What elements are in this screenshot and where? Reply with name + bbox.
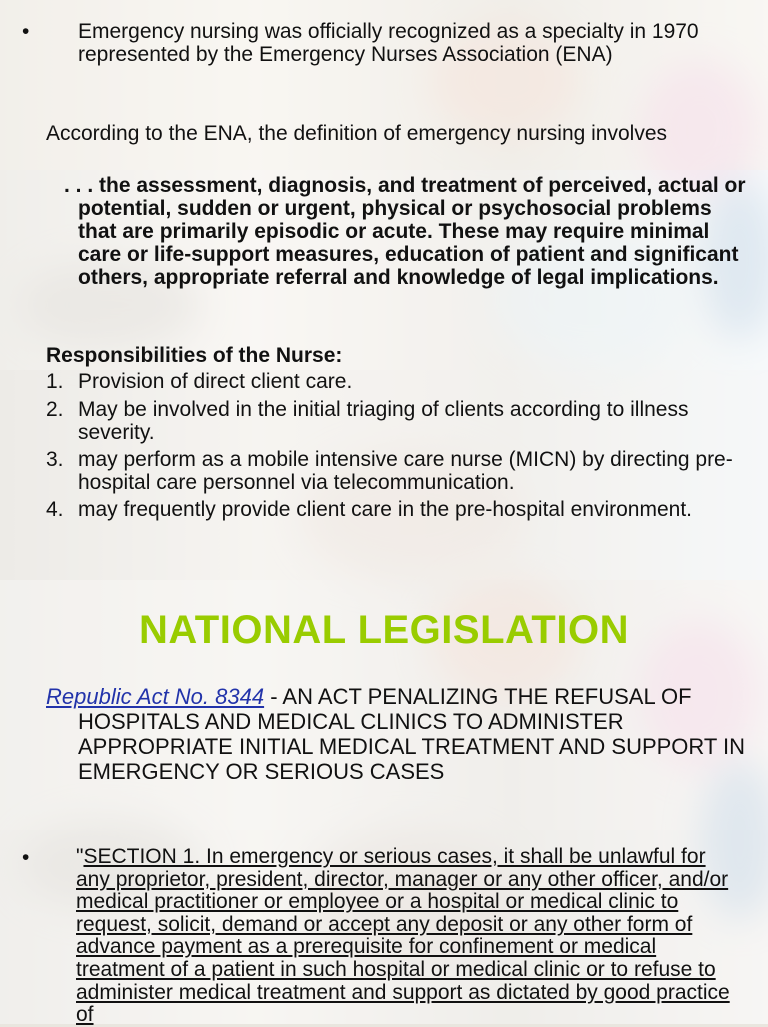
definition-lead: According to the ENA, the definition of emergency nursing involves — [46, 122, 668, 145]
act-paragraph — [46, 684, 758, 784]
slide-heading: NATIONAL LEGISLATION — [139, 608, 629, 652]
bullet-marker: • — [22, 846, 30, 869]
quote-mark: " — [76, 845, 84, 868]
item-number: 4. — [46, 498, 64, 521]
item-number: 3. — [46, 448, 64, 471]
responsibility-item — [46, 398, 736, 444]
item-text: May be involved in the initial triaging of clients according to illness severity. — [78, 398, 689, 444]
item-number: 1. — [46, 370, 64, 393]
item-text: may frequently provide client care in the pre-hospital environment. — [78, 498, 692, 521]
bullet-marker: • — [22, 20, 30, 43]
responsibilities-title: Responsibilities of the Nurse: — [46, 344, 343, 367]
item-text: may perform as a mobile intensive care nurse (MICN) by directing pre-hospital care personnel via telecommunication. — [78, 448, 733, 494]
slide-national-legislation — [0, 580, 768, 1027]
responsibility-item — [46, 498, 736, 521]
responsibility-item — [46, 370, 736, 393]
republic-act-link[interactable]: Republic Act No. 8344 — [46, 684, 265, 709]
section-text: SECTION 1. In emergency or serious cases, it shall be unlawful for any proprietor, president, director, manager or any other officer, and/or medical practitioner or employee or a hospital or medical clinic to request, solicit, demand or accept any deposit or any other form of advance payment as a prerequisite for confinement or medical treatment of a patient in such hospital or medical clinic or to refuse to administer medical treatment and support as dictated by good practice of — [76, 845, 730, 1027]
intro-bullet-text: Emergency nursing was officially recognized as a specialty in 1970 represented by the Emergency Nurses Association (ENA) — [78, 20, 699, 66]
section-paragraph — [76, 846, 736, 1027]
item-number: 2. — [46, 398, 64, 421]
responsibility-item — [46, 448, 736, 494]
definition-quote: . . . the assessment, diagnosis, and treatment of perceived, actual or potential, sudden or urgent, physical or psychosocial problems that are primarily episodic or acute. These may require minimal care or life-support measures, education of patient and significant others, appropriate referral and knowledge of legal implications. — [64, 174, 746, 289]
item-text: Provision of direct client care. — [78, 370, 353, 393]
act-title: - AN ACT PENALIZING THE REFUSAL OF HOSPITALS AND MEDICAL CLINICS TO ADMINISTER APPROPRIATE INITIAL MEDICAL TREATMENT AND SUPPORT IN EMERGENCY OR SERIOUS CASES — [78, 684, 746, 784]
